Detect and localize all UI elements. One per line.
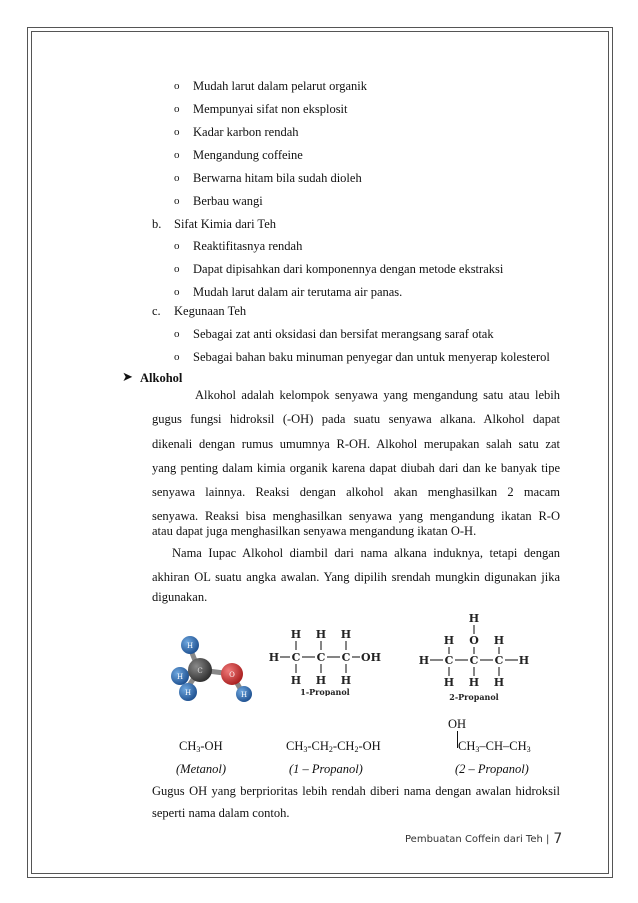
- list-item: Mudah larut dalam pelarut organik: [193, 79, 368, 93]
- footer-title: Pembuatan Coffein dari Teh |: [405, 834, 550, 845]
- list-item: Mengandung coffeine: [193, 148, 303, 162]
- atom-label: O: [469, 634, 479, 647]
- structure-label: 2-Propanol: [449, 692, 499, 702]
- paragraph-line: akhiran OL suatu angka awalan. Yang dipilih srendah mungkin digunakan jika: [152, 570, 560, 584]
- formula-metanol: CH3-OH: [179, 739, 223, 754]
- paragraph-line: Nama Iupac Alkohol diambil dari nama alkana induknya, tetapi dengan: [172, 546, 560, 560]
- atom-label: C: [469, 654, 479, 667]
- atom-label: C: [341, 651, 351, 664]
- list-bullet: o: [174, 240, 180, 252]
- list-item: Reaktifitasnya rendah: [193, 239, 303, 253]
- atom-label: H: [340, 628, 352, 641]
- atom-label: C: [316, 651, 326, 664]
- formula-oh-substituent: OH: [448, 717, 467, 731]
- paragraph-line: Alkohol adalah kelompok senyawa yang mengandung satu atau lebih: [195, 388, 560, 402]
- list-bullet: o: [174, 195, 180, 207]
- atom-label: H: [443, 676, 455, 689]
- section-c-marker: c.: [152, 304, 161, 318]
- list-item: Kadar karbon rendah: [193, 125, 299, 139]
- list-item: Mempunyai sifat non eksplosit: [193, 102, 348, 116]
- list-item: Berbau wangi: [193, 194, 263, 208]
- atom-label: H: [290, 674, 302, 687]
- propanol-2-structure: [414, 612, 534, 704]
- list-bullet: o: [174, 328, 180, 340]
- paragraph-line: dikenali dengan rumus umumnya R-OH. Alkohol merupakan salah satu zat: [152, 437, 560, 451]
- atom-label: H: [493, 634, 505, 647]
- atom-label: O: [229, 671, 235, 679]
- paragraph-line: atau dapat juga menghasilkan senyawa mengandung ikatan O-H.: [152, 524, 477, 538]
- paragraph-line: senyawa. Reaksi bisa menghasilkan senyawa yang mengandung ikatan R-O: [152, 509, 560, 523]
- list-bullet: o: [174, 103, 180, 115]
- paragraph-line: yang penting dalam kimia organik karena dapat diubah dari dan ke banyak tipe: [152, 461, 560, 475]
- atom-label: H: [290, 628, 302, 641]
- atom-label: H: [518, 654, 530, 667]
- list-bullet: o: [174, 263, 180, 275]
- atom-label: H: [315, 674, 327, 687]
- list-bullet: o: [174, 149, 180, 161]
- list-item: Dapat dipisahkan dari komponennya dengan metode ekstraksi: [193, 262, 504, 276]
- formula-2-propanol: CH3–CH–CH3: [458, 739, 531, 754]
- atom-label: H: [240, 691, 248, 699]
- atom-label: H: [418, 654, 430, 667]
- paragraph-line: gugus fungsi hidroksil (-OH) pada suatu senyawa alkana. Alkohol dapat: [152, 412, 560, 426]
- paragraph-line: digunakan.: [152, 590, 208, 604]
- paragraph-line: Gugus OH yang berprioritas lebih rendah diberi nama dengan awalan hidroksil: [152, 784, 560, 798]
- paragraph-line: senyawa lainnya. Reaksi dengan alkohol akan menghasilkan 2 macam: [152, 485, 560, 499]
- section-b-title: Sifat Kimia dari Teh: [174, 217, 276, 231]
- methanol-3d-model: [160, 628, 270, 704]
- propanol-1-structure: [268, 628, 383, 696]
- atom-label: C: [494, 654, 504, 667]
- atom-label: C: [291, 651, 301, 664]
- atom-label: H: [184, 689, 192, 697]
- atom-label: H: [315, 628, 327, 641]
- atom-label: H: [186, 642, 194, 650]
- name-metanol: (Metanol): [176, 762, 226, 776]
- paragraph-line: seperti nama dalam contoh.: [152, 806, 290, 820]
- list-bullet: o: [174, 286, 180, 298]
- atom-label: H: [493, 676, 505, 689]
- atom-label: OH: [361, 651, 381, 664]
- atom-label: H: [268, 651, 280, 664]
- arrow-bullet-icon: ➤: [122, 370, 133, 385]
- atom-label: H: [468, 676, 480, 689]
- atom-label: C: [444, 654, 454, 667]
- alkohol-heading: Alkohol: [140, 371, 183, 385]
- list-bullet: o: [174, 80, 180, 92]
- list-item: Sebagai zat anti oksidasi dan bersifat merangsang saraf otak: [193, 327, 494, 341]
- structure-label: 1-Propanol: [300, 687, 350, 696]
- page-number: 7: [553, 831, 563, 847]
- name-1-propanol: (1 – Propanol): [289, 762, 363, 776]
- list-bullet: o: [174, 126, 180, 138]
- name-2-propanol: (2 – Propanol): [455, 762, 529, 776]
- atom-label: H: [176, 673, 184, 681]
- section-b-marker: b.: [152, 217, 162, 231]
- list-item: Sebagai bahan baku minuman penyegar dan untuk menyerap kolesterol: [193, 350, 550, 364]
- atom-label: H: [443, 634, 455, 647]
- list-bullet: o: [174, 172, 180, 184]
- atom-label: H: [468, 612, 480, 625]
- atom-label: C: [197, 667, 203, 675]
- atom-label: H: [340, 674, 352, 687]
- section-c-title: Kegunaan Teh: [174, 304, 247, 318]
- page-footer: [405, 830, 562, 846]
- list-item: Berwarna hitam bila sudah dioleh: [193, 171, 362, 185]
- list-item: Mudah larut dalam air terutama air panas.: [193, 285, 403, 299]
- formula-1-propanol: CH3-CH2-CH2-OH: [286, 739, 381, 754]
- list-bullet: o: [174, 351, 180, 363]
